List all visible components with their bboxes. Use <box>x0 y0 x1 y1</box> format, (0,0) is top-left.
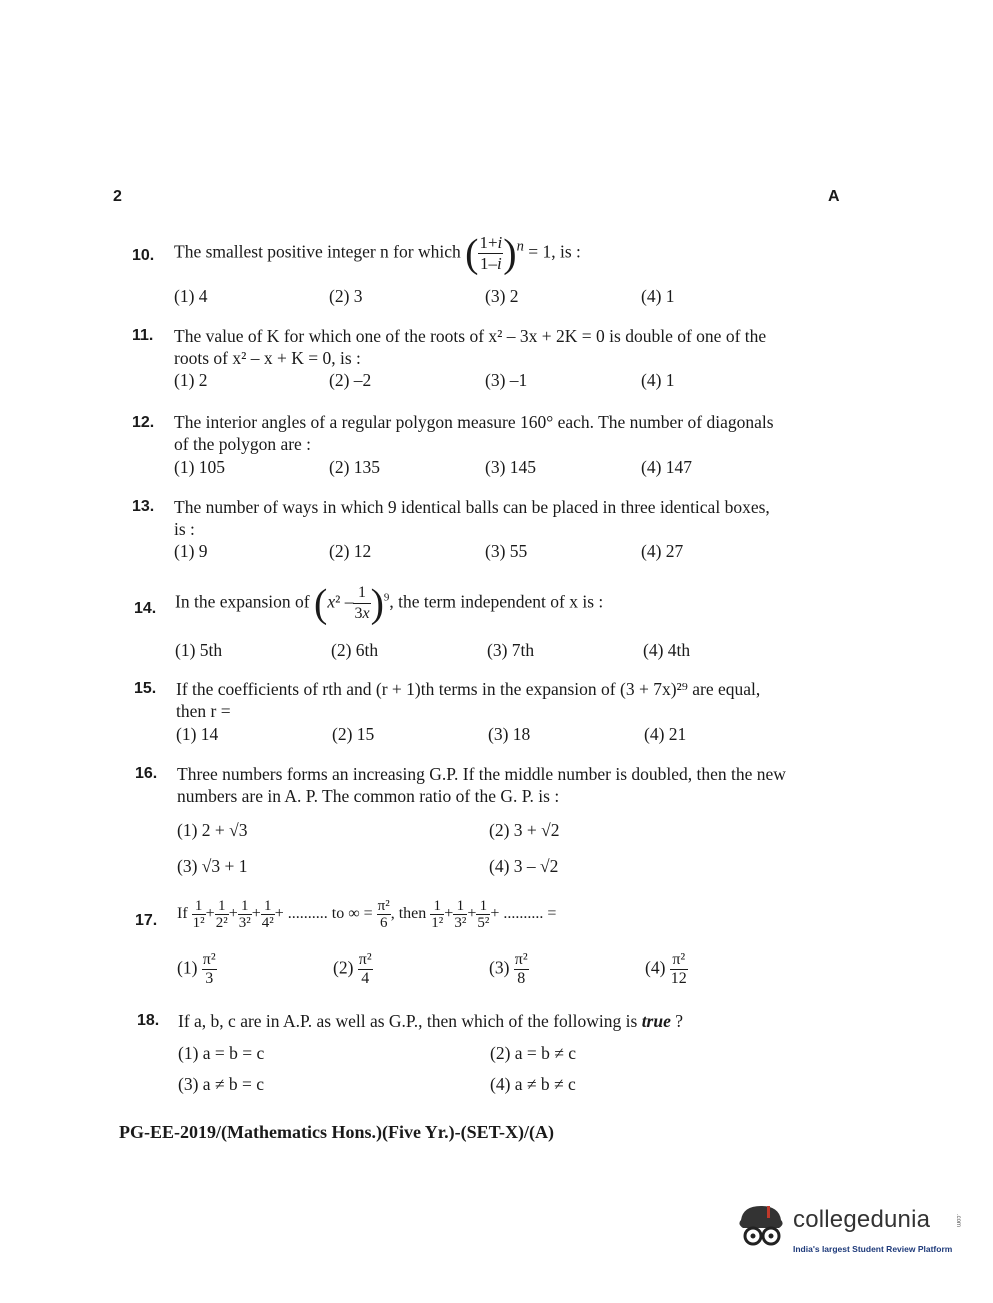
option: (4) $\frac{\text{π²}}{12}$ <box>645 951 687 987</box>
option: (3) 7th <box>487 640 535 660</box>
option: (1) 5th <box>175 640 223 660</box>
collegedunia-logo <box>733 1200 963 1270</box>
option-label: (1) <box>177 957 198 978</box>
option: (1) 14 <box>176 724 219 744</box>
option-denominator: 4 <box>358 969 373 988</box>
question-text: The smallest positive integer n for which ( $\frac{1+i}{1-i}$ )$^n$ = 1, is : <box>174 230 581 276</box>
question-number: 18. <box>137 1012 160 1029</box>
question-number: 16. <box>135 765 158 782</box>
option: (1) $\frac{\text{π²}}{3}$ <box>177 951 216 987</box>
option-label: (4) <box>645 957 666 978</box>
option: (3) $\frac{\text{π²}}{8}$ <box>489 951 528 987</box>
q14-text: In the expansion of <box>175 591 310 612</box>
set-label: A <box>828 188 840 205</box>
option: (4) 21 <box>644 724 687 744</box>
q10-tail: = 1, is : <box>528 241 581 262</box>
question-text: roots of x² – x + K = 0, is : <box>174 348 361 368</box>
option: (3) a ≠ b = c <box>178 1074 265 1094</box>
option: (2) 15 <box>332 724 375 744</box>
option-denominator: 8 <box>514 969 529 988</box>
question-number: 14. <box>134 600 157 617</box>
question-text: is : <box>174 519 195 539</box>
question-text: then r = <box>176 701 231 721</box>
question-number: 17. <box>135 912 158 929</box>
option: (1) 105 <box>174 457 226 477</box>
option: (4) a ≠ b ≠ c <box>490 1074 576 1094</box>
logo-com: .com <box>955 1214 961 1228</box>
option: (3) 2 <box>485 286 519 306</box>
logo-tagline: India's largest Student Review Platform <box>793 1244 953 1254</box>
question-number: 13. <box>132 498 155 515</box>
page-number: 2 <box>113 188 122 205</box>
option: (4) 4th <box>643 640 691 660</box>
question-text <box>178 1010 683 1032</box>
option: (2) 3 <box>329 286 363 306</box>
option: (4) 3 – √2 <box>489 856 559 876</box>
question-text: Three numbers forms an increasing G.P. If the middle number is doubled, then the new <box>177 764 786 784</box>
option: (1) 4 <box>174 286 208 306</box>
option: (1) a = b = c <box>178 1043 265 1063</box>
option: (3) 145 <box>485 457 537 477</box>
option-denominator: 12 <box>670 970 687 987</box>
question-text: of the polygon are : <box>174 434 312 454</box>
option-label: (3) <box>489 957 510 978</box>
option: (2) $\frac{\text{π²}}{4}$ <box>333 951 372 987</box>
option: (1) 2 <box>174 370 208 390</box>
logo-wordmark: collegedunia <box>793 1206 931 1233</box>
q18-text: If a, b, c are in A.P. as well as G.P., then which of the following is <box>178 1011 638 1031</box>
question-text: The interior angles of a regular polygon measure 160° each. The number of diagonals <box>174 412 774 432</box>
option: (4) 1 <box>641 370 675 390</box>
question-number: 15. <box>134 680 157 697</box>
question-text: If the coefficients of rth and (r + 1)th terms in the expansion of (3 + 7x)²⁹ are equal, <box>176 679 761 699</box>
option: (2) 6th <box>331 640 379 660</box>
option: (2) 3 + √2 <box>489 820 560 840</box>
option-denominator: 3 <box>202 969 217 988</box>
option: (2) –2 <box>329 370 372 390</box>
q14-tail: , the term independent of x is : <box>389 591 604 612</box>
option: (3) √3 + 1 <box>177 856 248 876</box>
q10-text: The smallest positive integer n for which <box>174 241 461 262</box>
option: (4) 27 <box>641 541 684 561</box>
option: (1) 9 <box>174 541 208 561</box>
option: (2) a = b ≠ c <box>490 1043 577 1063</box>
question-text: numbers are in A. P. The common ratio of the G. P. is : <box>177 786 560 806</box>
question-text: If $\frac{1}{\text{1²}}$ + $\frac{1}{\text{2²}}$ + $\frac{1}{\text{3²}}$ + $\frac{1}{\text{4²}}$ + .......... to ∞ = $\frac{\text{π²}}{6}$ , then $\frac{1}{\text{1²}}$ + $\frac{1}{\text{3²}}$ + $\frac{1}{\text{5²}}$ + .......... = <box>177 898 557 931</box>
option: (3) 18 <box>488 724 531 744</box>
q17-if: If <box>177 905 188 923</box>
question-text: The number of ways in which 9 identical balls can be placed in three identical boxes, <box>174 497 770 517</box>
q17-then: , then <box>390 905 427 923</box>
paper-code-footer: PG-EE-2019/(Mathematics Hons.)(Five Yr.)-(SET-X)/(A) <box>119 1122 554 1142</box>
option: (2) 135 <box>329 457 381 477</box>
question-number: 11. <box>132 327 154 344</box>
option: (3) 55 <box>485 541 528 561</box>
question-text: In the expansion of (x² – $\frac{1}{3x}$ )$^9$, the term independent of x is : <box>175 580 604 626</box>
option: (1) 2 + √3 <box>177 820 248 840</box>
q18-emphasis: true <box>641 1011 671 1031</box>
question-number: 12. <box>132 414 155 431</box>
option-label: (2) <box>333 957 354 978</box>
mascot-icon <box>733 1200 791 1262</box>
option: (2) 12 <box>329 541 372 561</box>
q17-series-text: + .......... = <box>490 905 557 923</box>
q18-qmark: ? <box>670 1011 684 1031</box>
question-text: The value of K for which one of the roots of x² – 3x + 2K = 0 is double of one of the <box>174 326 767 346</box>
option: (3) –1 <box>485 370 528 390</box>
q17-series-text: + .......... to ∞ = <box>274 905 373 923</box>
question-number: 10. <box>132 247 155 264</box>
option: (4) 1 <box>641 286 675 306</box>
option: (4) 147 <box>641 457 693 477</box>
